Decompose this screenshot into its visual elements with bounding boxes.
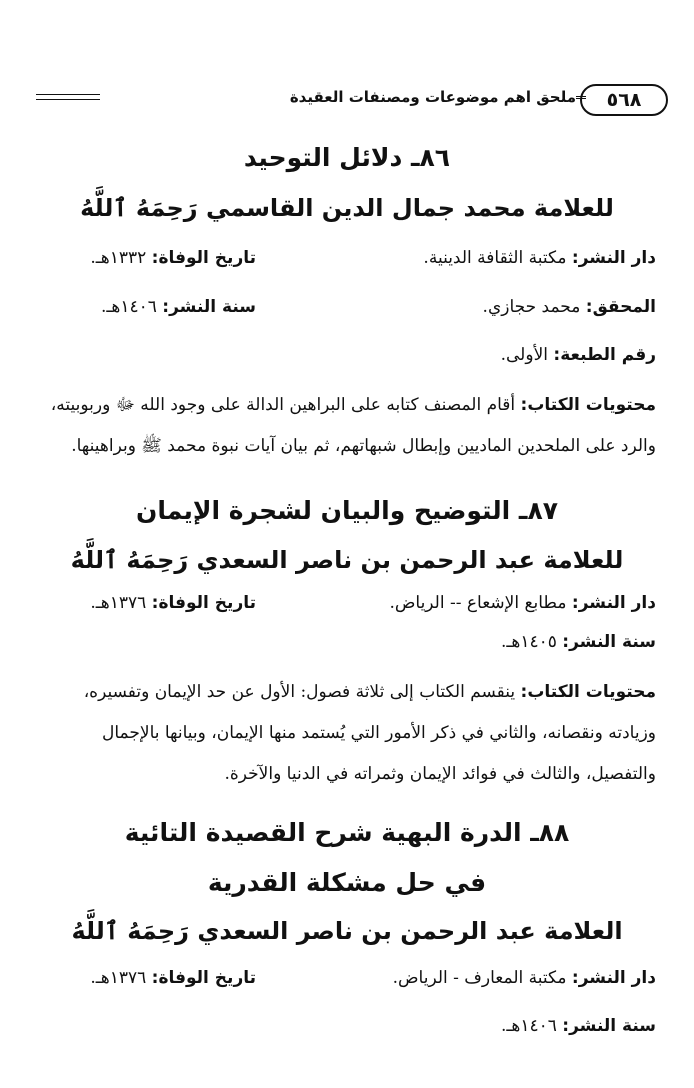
year-label: سنة النشر:	[562, 1016, 656, 1036]
entry-88-year	[501, 1016, 656, 1036]
year-label: سنة النشر:	[162, 297, 256, 317]
entry-86-publisher	[423, 248, 656, 268]
edition-value: الأولى.	[500, 345, 548, 365]
contents-line: وزيادته ونقصانه، والثاني في ذكر الأمور التي يُستمد منها الإيمان، وبيانها بالإجمال	[102, 723, 656, 743]
entry-87-death	[90, 593, 256, 613]
entry-88-title: ٨٨ـ الدرة البهية شرح القصيدة التائية	[124, 818, 570, 847]
contents-line	[34, 672, 656, 713]
entry-86-edition	[501, 345, 656, 365]
publisher-label: دار النشر:	[571, 968, 656, 988]
publisher-value: مطابع الإشعاع -- الرياض.	[389, 593, 567, 613]
contents-text: أقام المصنف كتابه على البراهين الدالة على وجود الله ﷻ وربوبيته،	[50, 395, 516, 415]
entry-86-death	[90, 248, 256, 268]
entry-86-title: ٨٦ـ دلائل التوحيد	[243, 143, 451, 172]
entry-88-death	[90, 968, 256, 988]
publisher-value: مكتبة المعارف - الرياض.	[392, 968, 567, 988]
death-label: تاريخ الوفاة:	[151, 593, 256, 613]
entry-86-editor	[483, 297, 656, 317]
publisher-label: دار النشر:	[571, 248, 656, 268]
year-label: سنة النشر:	[562, 632, 656, 652]
entry-87-title: ٨٧ـ التوضيح والبيان لشجرة الإيمان	[136, 496, 558, 525]
entry-88-publisher	[393, 968, 656, 988]
contents-line: والتفصيل، والثالث في فوائد الإيمان وثمراته في الدنيا والآخرة.	[224, 764, 656, 784]
entry-88-subtitle: في حل مشكلة القدرية	[207, 868, 487, 897]
entry-87-contents	[34, 672, 656, 795]
death-label: تاريخ الوفاة:	[151, 968, 256, 988]
entry-86-contents	[34, 385, 656, 467]
entry-88-author: العلامة عبد الرحمن بن ناصر السعدي رَحِمَهُ ٱللَّهُ	[71, 917, 623, 945]
year-value: ١٤٠٦هـ.	[100, 297, 157, 317]
year-value: ١٤٠٦هـ.	[500, 1016, 557, 1036]
death-label: تاريخ الوفاة:	[151, 248, 256, 268]
edition-label: رقم الطبعة:	[553, 345, 656, 365]
contents-label: محتويات الكتاب:	[520, 395, 656, 415]
year-value: ١٤٠٥هـ.	[500, 632, 557, 652]
editor-value: محمد حجازي.	[482, 297, 581, 317]
entry-87-year	[501, 632, 656, 652]
entry-87-author: للعلامة عبد الرحمن بن ناصر السعدي رَحِمَهُ ٱللَّهُ	[70, 546, 624, 574]
editor-label: المحقق:	[585, 297, 656, 317]
contents-text: ينقسم الكتاب إلى ثلاثة فصول: الأول عن حد الإيمان وتفسيره،	[83, 682, 516, 702]
running-title: ملحق اهم موضوعات ومصنفات العقيدة	[289, 88, 576, 106]
publisher-label: دار النشر:	[571, 593, 656, 613]
running-header	[36, 82, 668, 118]
entry-86-author: للعلامة محمد جمال الدين القاسمي رَحِمَهُ ٱللَّهُ	[80, 194, 614, 222]
death-value: ١٣٧٦هـ.	[90, 968, 147, 988]
contents-label: محتويات الكتاب:	[520, 682, 656, 702]
header-rule-right	[576, 96, 586, 99]
header-rule-left	[36, 94, 100, 100]
entry-87-publisher	[389, 593, 656, 613]
entry-86-year	[101, 297, 256, 317]
contents-line	[34, 385, 656, 426]
death-value: ١٣٧٦هـ.	[90, 593, 147, 613]
page-number: ٥٦٨	[580, 84, 668, 116]
publisher-value: مكتبة الثقافة الدينية.	[423, 248, 567, 268]
death-value: ١٣٣٢هـ.	[90, 248, 147, 268]
contents-line: والرد على الملحدين الماديين وإبطال شبهاتهم، ثم بيان آيات نبوة محمد ﷺ وبراهينها.	[71, 436, 656, 456]
